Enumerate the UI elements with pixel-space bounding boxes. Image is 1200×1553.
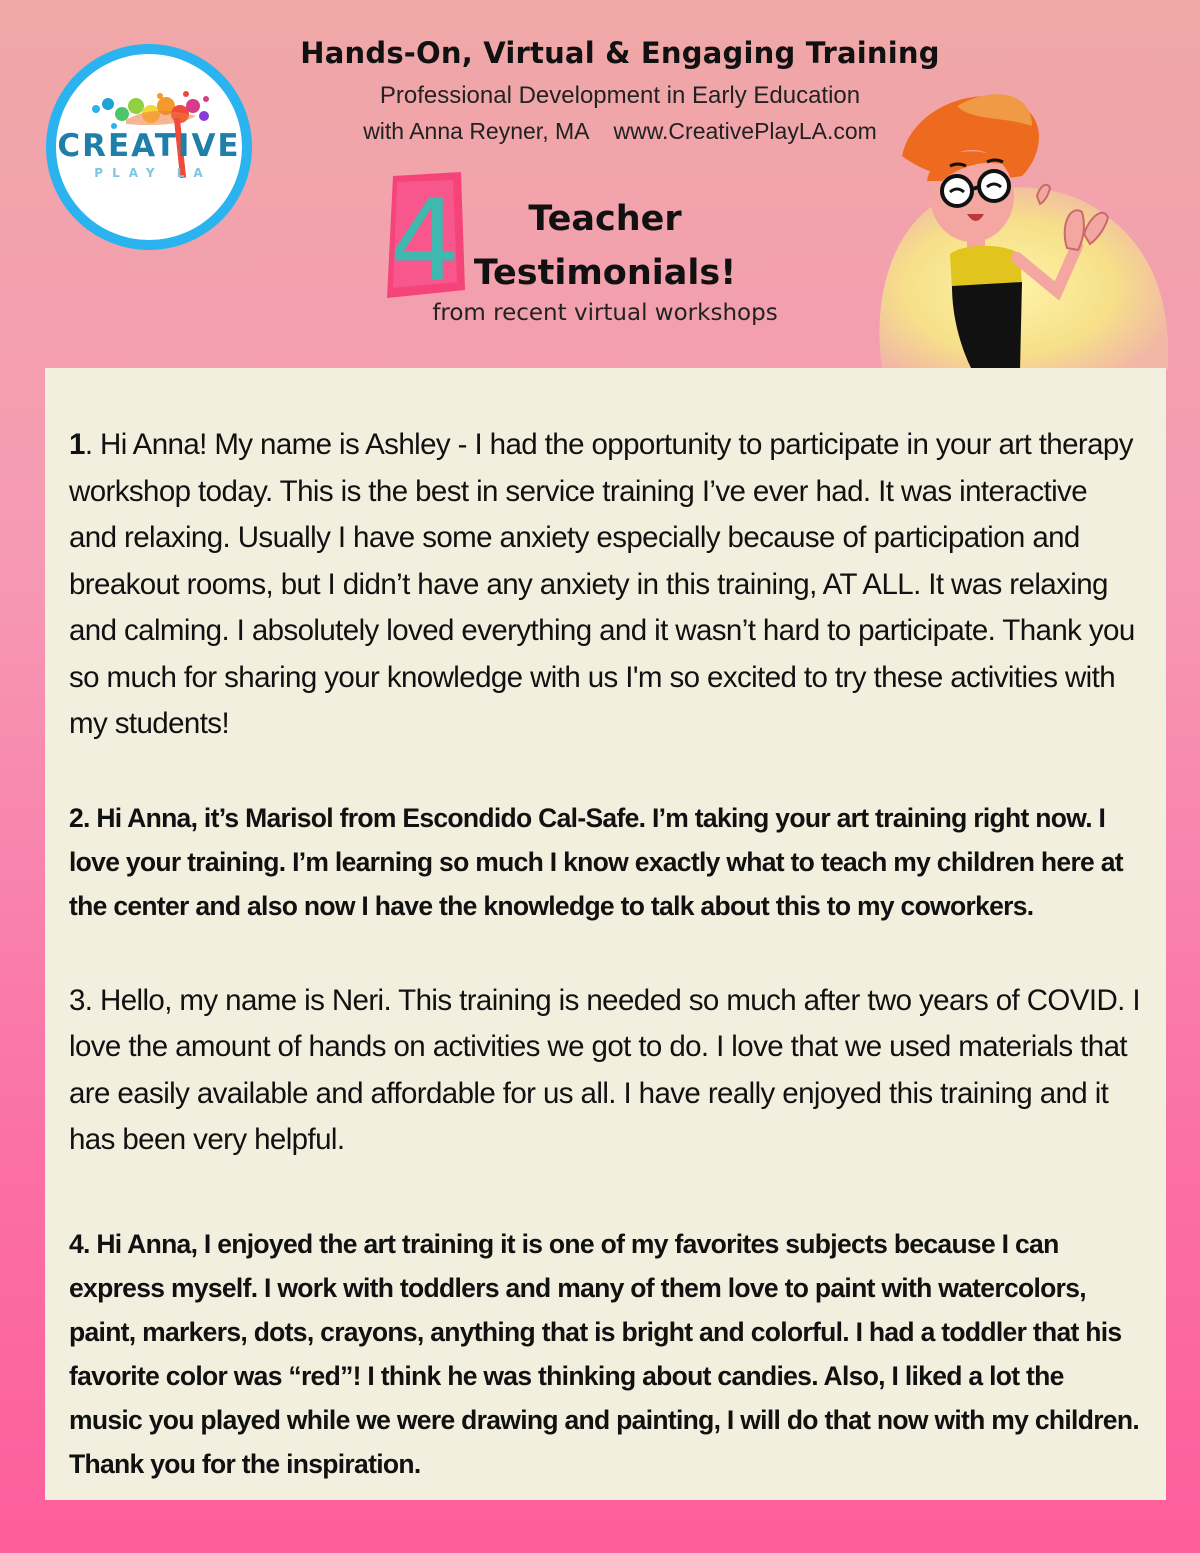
title-block: [470, 192, 740, 300]
title-subtitle: from recent virtual workshops: [432, 300, 778, 326]
subheadline: Professional Development in Early Education: [379, 82, 861, 109]
testimonial-1: [69, 422, 1142, 748]
big-number: 4: [389, 177, 461, 300]
website-link[interactable]: www.CreativePlayLA.com: [613, 118, 877, 144]
testimonial-4: 4. Hi Anna, I enjoyed the art training it is one of my favorites subjects because I can express myself. I work with toddlers and many of them love to paint with watercolors, paint, markers, dots, crayons, anything that is bright and colorful. I had a toddler that his favorite color was “red”! I think he was thinking about candies. Also, I liked a lot the music you played while we were drawing and painting, I will do that now with my children. Thank you for the inspiration.: [69, 1228, 1139, 1479]
logo-inner: [56, 54, 242, 240]
testimonial-1-number: 1: [69, 428, 85, 461]
title-line-2: Testimonials!: [473, 253, 737, 293]
teacher-waving-illustration: [872, 86, 1168, 370]
title-line-1: Teacher: [528, 199, 682, 239]
testimonial-2: 2. Hi Anna, it’s Marisol from Escondido Cal-Safe. I’m taking your art training right now. I love your training. I’m learning so much I know exactly what to teach my children here at the center and also now I have the knowledge to talk about this to my coworkers.: [69, 802, 1123, 921]
testimonials-card: [45, 368, 1166, 1500]
number-four-badge: [383, 172, 467, 300]
presenter: with Anna Reyner, MA: [363, 118, 590, 144]
testimonials-list: [45, 368, 1166, 1486]
testimonial-1-text: . Hi Anna! My name is Ashley - I had the opportunity to participate in your art therapy workshop today. This is the best in service training I’ve ever had. It was interactive and relaxing. Usually I have some anxiety especially because of participation and breakout rooms, but I didn’t have any anxiety in this training, AT ALL. It was relaxing and calming. I absolutely loved everything and it wasn’t hard to participate. Thank you so much for sharing your knowledge with us I'm so excited to try these activities with my students!: [69, 428, 1135, 740]
contact-line: [300, 118, 940, 145]
headline: Hands-On, Virtual & Engaging Training: [300, 36, 940, 70]
logo-wordmark: CREATIVE: [57, 128, 241, 164]
testimonial-3: 3. Hello, my name is Neri. This training is needed so much after two years of COVID. I love the amount of hands on activities we got to do. I love that we used materials that are easily available and affordable for us all. I have really enjoyed this training and it has been very helpful.: [69, 983, 1140, 1156]
page-header: [300, 36, 940, 145]
creative-play-logo: [46, 44, 252, 250]
logo-subtitle: PLAY LA: [94, 166, 212, 180]
